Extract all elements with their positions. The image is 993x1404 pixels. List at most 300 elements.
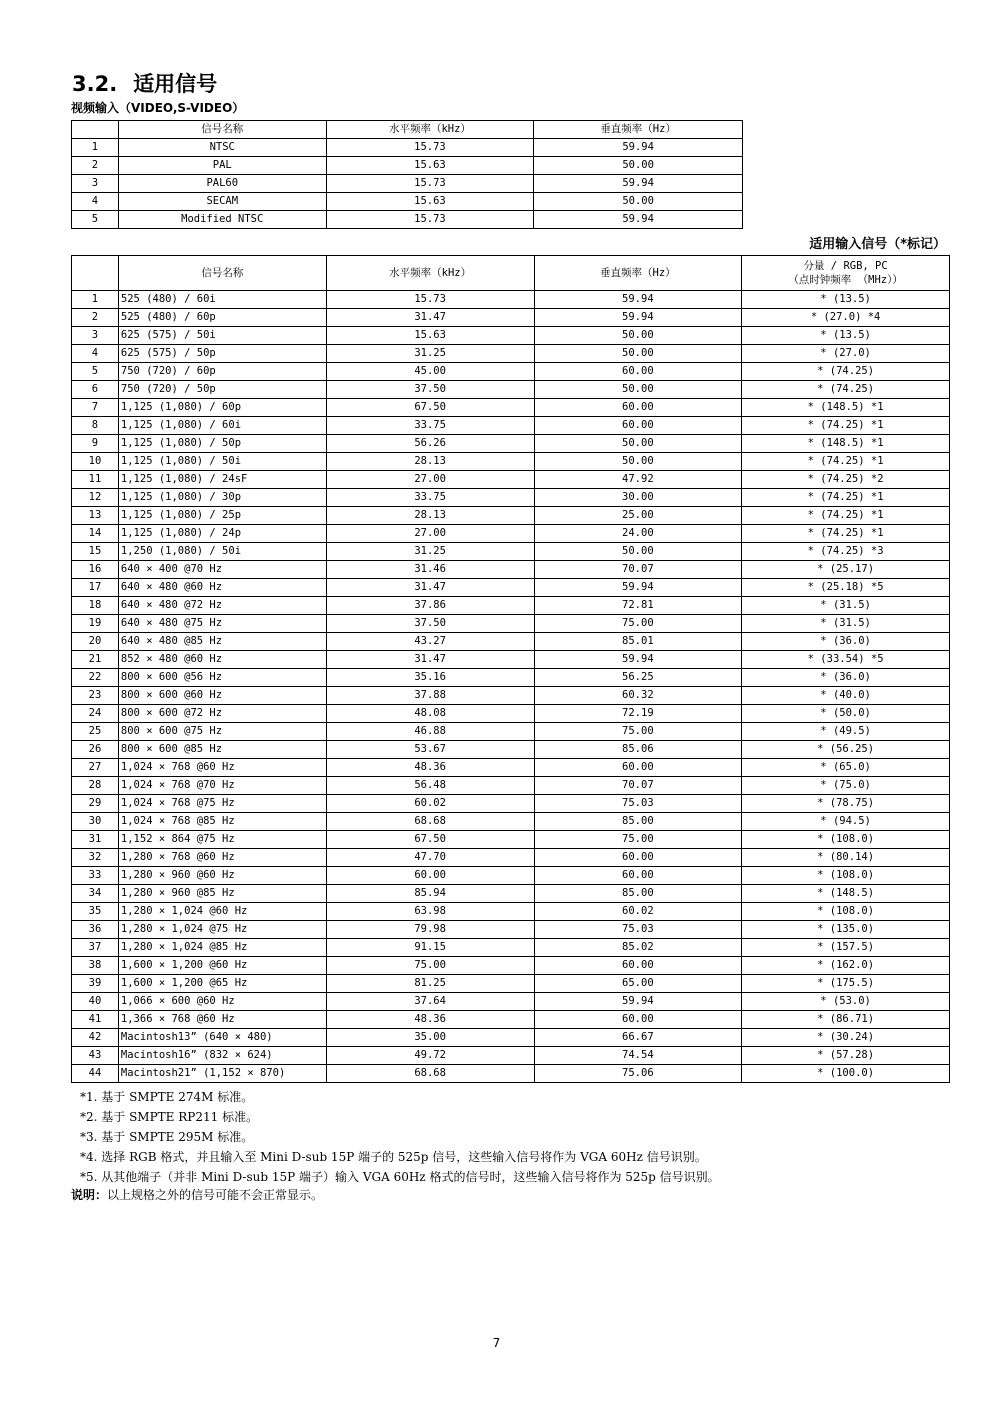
table-row — [72, 1047, 950, 1065]
table-cell: 50.00 — [534, 381, 742, 399]
table-cell: 44 — [72, 1065, 119, 1083]
table-cell: 59.94 — [534, 139, 743, 157]
table-cell: 35 — [72, 903, 119, 921]
table-cell: 8 — [72, 417, 119, 435]
table-cell: * (108.0) — [742, 867, 950, 885]
table-cell: 15.73 — [326, 139, 534, 157]
table-row — [72, 175, 743, 193]
table-cell: 56.26 — [326, 435, 534, 453]
table-cell: * (74.25) *1 — [742, 525, 950, 543]
table-cell: 9 — [72, 435, 119, 453]
table-cell: 1,600 × 1,200 @65 Hz — [118, 975, 326, 993]
table-cell: 43 — [72, 1047, 119, 1065]
table-cell: 67.50 — [326, 831, 534, 849]
table-cell: * (40.0) — [742, 687, 950, 705]
table-cell: * (86.71) — [742, 1011, 950, 1029]
table-cell: 1,600 × 1,200 @60 Hz — [118, 957, 326, 975]
table-cell: 75.03 — [534, 921, 742, 939]
table-cell: Macintosh21” (1,152 × 870) — [118, 1065, 326, 1083]
table-cell: 60.32 — [534, 687, 742, 705]
table-cell: * (31.5) — [742, 615, 950, 633]
table-cell: 800 × 600 @56 Hz — [118, 669, 326, 687]
table-cell: 35.16 — [326, 669, 534, 687]
table-cell: 75.00 — [534, 831, 742, 849]
table-cell: 4 — [72, 193, 119, 211]
table-cell: 45.00 — [326, 363, 534, 381]
signals-table — [71, 255, 950, 1083]
table-cell: 5 — [72, 363, 119, 381]
table-row — [72, 975, 950, 993]
table-row — [72, 597, 950, 615]
table-cell: * (100.0) — [742, 1065, 950, 1083]
table-cell: 33.75 — [326, 489, 534, 507]
table-cell: 22 — [72, 669, 119, 687]
table-row — [72, 1029, 950, 1047]
table-cell: 6 — [72, 381, 119, 399]
table-cell: 1,024 × 768 @60 Hz — [118, 759, 326, 777]
table-cell: 35.00 — [326, 1029, 534, 1047]
table-row — [72, 193, 743, 211]
table-cell: 17 — [72, 579, 119, 597]
table-cell: 30.00 — [534, 489, 742, 507]
table-cell: 31.47 — [326, 309, 534, 327]
table-cell: 66.67 — [534, 1029, 742, 1047]
table-cell: 56.25 — [534, 669, 742, 687]
table-cell: 29 — [72, 795, 119, 813]
table-row — [72, 139, 743, 157]
table-cell: 85.02 — [534, 939, 742, 957]
table-cell: 60.00 — [534, 759, 742, 777]
table-cell: PAL60 — [118, 175, 326, 193]
table-cell: * (75.0) — [742, 777, 950, 795]
table-row — [72, 903, 950, 921]
table-cell: 60.02 — [326, 795, 534, 813]
table-row — [72, 291, 950, 309]
table-row — [72, 453, 950, 471]
table-cell: * (36.0) — [742, 669, 950, 687]
table-cell: 41 — [72, 1011, 119, 1029]
table-cell: 15.63 — [326, 193, 534, 211]
table-cell: 70.07 — [534, 561, 742, 579]
table-row — [72, 1011, 950, 1029]
table-cell: 640 × 480 @60 Hz — [118, 579, 326, 597]
table-row — [72, 1065, 950, 1083]
table-cell: * (57.28) — [742, 1047, 950, 1065]
table-cell: 59.94 — [534, 309, 742, 327]
table-cell: 27 — [72, 759, 119, 777]
table-row — [72, 399, 950, 417]
table-cell: * (108.0) — [742, 831, 950, 849]
table-cell: 28.13 — [326, 453, 534, 471]
table-cell: 37.50 — [326, 615, 534, 633]
explanation-text: 以上规格之外的信号可能不会正常显示。 — [107, 1188, 324, 1202]
table-cell: 59.94 — [534, 291, 742, 309]
table-cell: 15.73 — [326, 211, 534, 229]
table-cell: 1 — [72, 291, 119, 309]
table-cell: 800 × 600 @72 Hz — [118, 705, 326, 723]
table-cell: 38 — [72, 957, 119, 975]
table-cell: 625 (575) / 50p — [118, 345, 326, 363]
table-cell: 46.88 — [326, 723, 534, 741]
table-cell: 640 × 400 @70 Hz — [118, 561, 326, 579]
table-cell: 1,125 (1,080) / 60p — [118, 399, 326, 417]
table-cell: 4 — [72, 345, 119, 363]
column-header: 信号名称 — [118, 121, 326, 139]
table-cell: 60.00 — [534, 363, 742, 381]
table-cell: 31 — [72, 831, 119, 849]
table-cell: 800 × 600 @85 Hz — [118, 741, 326, 759]
table-cell: * (175.5) — [742, 975, 950, 993]
table-row — [72, 211, 743, 229]
table-cell: * (108.0) — [742, 903, 950, 921]
table-cell: 14 — [72, 525, 119, 543]
table-cell: 43.27 — [326, 633, 534, 651]
table-cell: 12 — [72, 489, 119, 507]
table-cell: 91.15 — [326, 939, 534, 957]
table-cell: 31.47 — [326, 579, 534, 597]
table-cell: * (135.0) — [742, 921, 950, 939]
table-cell: 1,280 × 768 @60 Hz — [118, 849, 326, 867]
table-cell: 72.19 — [534, 705, 742, 723]
table-cell: 63.98 — [326, 903, 534, 921]
section-number: 3.2. — [72, 72, 118, 96]
table-cell: 47.92 — [534, 471, 742, 489]
page-number: 7 — [492, 1336, 501, 1350]
table-cell: 19 — [72, 615, 119, 633]
table-cell: * (74.25) *2 — [742, 471, 950, 489]
table-cell: 60.00 — [534, 417, 742, 435]
table-row — [72, 345, 950, 363]
table-row — [72, 993, 950, 1011]
table-cell: 7 — [72, 399, 119, 417]
table-cell: 1,024 × 768 @70 Hz — [118, 777, 326, 795]
header-line: 分量 / RGB, PC — [803, 260, 888, 272]
table-cell: 53.67 — [326, 741, 534, 759]
table-row — [72, 651, 950, 669]
table-cell: 24.00 — [534, 525, 742, 543]
table-cell: 85.94 — [326, 885, 534, 903]
table-cell: * (25.17) — [742, 561, 950, 579]
table-cell: Modified NTSC — [118, 211, 326, 229]
table-cell: 1,125 (1,080) / 25p — [118, 507, 326, 525]
table-cell: 72.81 — [534, 597, 742, 615]
table-cell: 20 — [72, 633, 119, 651]
table-cell: 37 — [72, 939, 119, 957]
table-cell: 28.13 — [326, 507, 534, 525]
table-cell: * (65.0) — [742, 759, 950, 777]
footnote: *4. 选择 RGB 格式，并且输入至 Mini D-sub 15P 端子的 525p 信号，这些输入信号将作为 VGA 60Hz 信号识别。 — [80, 1150, 707, 1164]
table-cell: 1,125 (1,080) / 50p — [118, 435, 326, 453]
column-header: 水平频率（kHz） — [326, 256, 534, 291]
table-cell: 1,125 (1,080) / 30p — [118, 489, 326, 507]
table-row — [72, 381, 950, 399]
table-cell: 85.00 — [534, 813, 742, 831]
table-row — [72, 633, 950, 651]
table-cell: 1,280 × 1,024 @60 Hz — [118, 903, 326, 921]
table-cell: 25.00 — [534, 507, 742, 525]
table-cell: 50.00 — [534, 543, 742, 561]
table-cell: * (31.5) — [742, 597, 950, 615]
table-cell: 800 × 600 @60 Hz — [118, 687, 326, 705]
table-cell: 59.94 — [534, 211, 743, 229]
table-cell: * (80.14) — [742, 849, 950, 867]
table-cell: 31.25 — [326, 345, 534, 363]
table-cell: * (74.25) *1 — [742, 489, 950, 507]
table-cell: 1,280 × 1,024 @75 Hz — [118, 921, 326, 939]
table-cell: 1,152 × 864 @75 Hz — [118, 831, 326, 849]
table-cell: 2 — [72, 157, 119, 175]
table-cell: 1,366 × 768 @60 Hz — [118, 1011, 326, 1029]
table-row — [72, 957, 950, 975]
table-cell: 852 × 480 @60 Hz — [118, 651, 326, 669]
table-cell: 1,280 × 960 @85 Hz — [118, 885, 326, 903]
table-row — [72, 525, 950, 543]
footnote: *2. 基于 SMPTE RP211 标准。 — [80, 1110, 259, 1124]
table-cell: 28 — [72, 777, 119, 795]
table-cell: 27.00 — [326, 471, 534, 489]
table-cell: 75.00 — [534, 723, 742, 741]
table-row — [72, 435, 950, 453]
table-cell: 85.01 — [534, 633, 742, 651]
table-row — [72, 309, 950, 327]
table-cell: 50.00 — [534, 327, 742, 345]
table-cell: 31.47 — [326, 651, 534, 669]
table-cell: 640 × 480 @72 Hz — [118, 597, 326, 615]
table-cell: 10 — [72, 453, 119, 471]
table-cell: 48.36 — [326, 1011, 534, 1029]
table-cell: 750 (720) / 60p — [118, 363, 326, 381]
table-row — [72, 813, 950, 831]
table-cell: 67.50 — [326, 399, 534, 417]
table-cell: 1,125 (1,080) / 24p — [118, 525, 326, 543]
video-input-caption: 视频输入（VIDEO,S-VIDEO） — [71, 101, 245, 115]
table-cell: 59.94 — [534, 651, 742, 669]
table-cell: * (148.5) *1 — [742, 399, 950, 417]
table-cell: * (13.5) — [742, 291, 950, 309]
table-row — [72, 579, 950, 597]
table-cell: 1,125 (1,080) / 60i — [118, 417, 326, 435]
table-cell: 15 — [72, 543, 119, 561]
table-cell: 75.00 — [534, 615, 742, 633]
table-cell: 60.00 — [534, 867, 742, 885]
table-cell: Macintosh16” (832 × 624) — [118, 1047, 326, 1065]
table-cell: 5 — [72, 211, 119, 229]
table-cell: 525 (480) / 60p — [118, 309, 326, 327]
table-cell: 2 — [72, 309, 119, 327]
table-cell: * (94.5) — [742, 813, 950, 831]
table-cell: 3 — [72, 327, 119, 345]
table-cell: 15.63 — [326, 157, 534, 175]
table-cell: 30 — [72, 813, 119, 831]
table-cell: 70.07 — [534, 777, 742, 795]
column-header — [72, 121, 119, 139]
table-cell: 1 — [72, 139, 119, 157]
table-cell: * (50.0) — [742, 705, 950, 723]
table-cell: 59.94 — [534, 579, 742, 597]
table-row — [72, 363, 950, 381]
table-row — [72, 867, 950, 885]
table-cell: 50.00 — [534, 193, 743, 211]
table-cell: 68.68 — [326, 1065, 534, 1083]
table-cell: 25 — [72, 723, 119, 741]
table-cell: * (36.0) — [742, 633, 950, 651]
table-cell: * (25.18) *5 — [742, 579, 950, 597]
table-cell: * (30.24) — [742, 1029, 950, 1047]
table-cell: * (148.5) *1 — [742, 435, 950, 453]
table-cell: 74.54 — [534, 1047, 742, 1065]
explanation-label: 说明： — [71, 1188, 108, 1202]
table-cell: 1,280 × 960 @60 Hz — [118, 867, 326, 885]
table-cell: 40 — [72, 993, 119, 1011]
table-cell: 33.75 — [326, 417, 534, 435]
table-cell: 27.00 — [326, 525, 534, 543]
table-cell: 13 — [72, 507, 119, 525]
table-cell: 75.00 — [326, 957, 534, 975]
table-row — [72, 417, 950, 435]
table-row — [72, 327, 950, 345]
table-cell: 16 — [72, 561, 119, 579]
table-cell: 37.50 — [326, 381, 534, 399]
table-cell: * (53.0) — [742, 993, 950, 1011]
table-cell: 1,066 × 600 @60 Hz — [118, 993, 326, 1011]
table-cell: 15.73 — [326, 175, 534, 193]
table-cell: PAL — [118, 157, 326, 175]
column-header: 信号名称 — [118, 256, 326, 291]
table-cell: 50.00 — [534, 157, 743, 175]
table-row — [72, 615, 950, 633]
table-cell: 37.86 — [326, 597, 534, 615]
table-row — [72, 561, 950, 579]
table-cell: 32 — [72, 849, 119, 867]
table-row — [72, 489, 950, 507]
table-cell: * (148.5) — [742, 885, 950, 903]
table-cell: 50.00 — [534, 345, 742, 363]
table-row — [72, 921, 950, 939]
table-row — [72, 669, 950, 687]
table-cell: 1,250 (1,080) / 50i — [118, 543, 326, 561]
table-cell: * (74.25) *3 — [742, 543, 950, 561]
table-cell: 65.00 — [534, 975, 742, 993]
table-cell: * (74.25) *1 — [742, 507, 950, 525]
table-cell: * (74.25) — [742, 363, 950, 381]
column-header: 垂直频率（Hz） — [534, 121, 743, 139]
table-cell: * (27.0) *4 — [742, 309, 950, 327]
table-cell: 85.00 — [534, 885, 742, 903]
table-cell: 81.25 — [326, 975, 534, 993]
table-cell: 75.06 — [534, 1065, 742, 1083]
column-header: 水平频率（kHz） — [326, 121, 534, 139]
table-cell: * (56.25) — [742, 741, 950, 759]
table-row — [72, 157, 743, 175]
table-row — [72, 471, 950, 489]
table-row — [72, 723, 950, 741]
table-row — [72, 777, 950, 795]
table-cell: * (13.5) — [742, 327, 950, 345]
table-cell: * (33.54) *5 — [742, 651, 950, 669]
table-cell: 37.64 — [326, 993, 534, 1011]
column-header: 垂直频率（Hz） — [534, 256, 742, 291]
column-header — [742, 256, 950, 291]
table-row — [72, 543, 950, 561]
table-cell: 625 (575) / 50i — [118, 327, 326, 345]
table-cell: 60.00 — [534, 957, 742, 975]
table-cell: 60.02 — [534, 903, 742, 921]
table-cell: 640 × 480 @75 Hz — [118, 615, 326, 633]
table-cell: * (74.25) *1 — [742, 453, 950, 471]
table-cell: 31.46 — [326, 561, 534, 579]
table-cell: 31.25 — [326, 543, 534, 561]
explanation — [71, 1186, 323, 1203]
table-cell: 36 — [72, 921, 119, 939]
footnote: *1. 基于 SMPTE 274M 标准。 — [80, 1090, 254, 1104]
table-cell: 59.94 — [534, 175, 743, 193]
table-cell: 640 × 480 @85 Hz — [118, 633, 326, 651]
table-row — [72, 741, 950, 759]
table-cell: 1,280 × 1,024 @85 Hz — [118, 939, 326, 957]
table-cell: 48.36 — [326, 759, 534, 777]
table-cell: 85.06 — [534, 741, 742, 759]
table-cell: 15.63 — [326, 327, 534, 345]
table-cell: 79.98 — [326, 921, 534, 939]
table-row — [72, 507, 950, 525]
table-row — [72, 795, 950, 813]
table-cell: * (74.25) *1 — [742, 417, 950, 435]
table-cell: 800 × 600 @75 Hz — [118, 723, 326, 741]
table-cell: 60.00 — [534, 849, 742, 867]
table-cell: * (49.5) — [742, 723, 950, 741]
table-cell: Macintosh13” (640 × 480) — [118, 1029, 326, 1047]
table-cell: 50.00 — [534, 453, 742, 471]
table-cell: * (162.0) — [742, 957, 950, 975]
table-cell: 60.00 — [326, 867, 534, 885]
table-cell: 3 — [72, 175, 119, 193]
table-cell: 60.00 — [534, 1011, 742, 1029]
footnote: *3. 基于 SMPTE 295M 标准。 — [80, 1130, 254, 1144]
table-cell: 56.48 — [326, 777, 534, 795]
table-cell: 47.70 — [326, 849, 534, 867]
table-cell: 11 — [72, 471, 119, 489]
table-row — [72, 885, 950, 903]
table-cell: 34 — [72, 885, 119, 903]
table-cell: 50.00 — [534, 435, 742, 453]
table-cell: 1,024 × 768 @85 Hz — [118, 813, 326, 831]
table-cell: 1,024 × 768 @75 Hz — [118, 795, 326, 813]
table-cell: 39 — [72, 975, 119, 993]
table-cell: 26 — [72, 741, 119, 759]
footnotes — [80, 1087, 720, 1187]
section-heading — [72, 68, 217, 98]
table-cell: 23 — [72, 687, 119, 705]
table-row — [72, 687, 950, 705]
table-cell: SECAM — [118, 193, 326, 211]
header-line: （点时钟频率 （MHz）） — [788, 274, 903, 286]
table-cell: 75.03 — [534, 795, 742, 813]
table-cell: 21 — [72, 651, 119, 669]
table-row — [72, 705, 950, 723]
table-cell: 60.00 — [534, 399, 742, 417]
table-cell: 525 (480) / 60i — [118, 291, 326, 309]
table-cell: * (157.5) — [742, 939, 950, 957]
signals-caption: 适用输入信号（*标记） — [809, 237, 946, 252]
video-input-table — [71, 120, 743, 229]
table-cell: * (27.0) — [742, 345, 950, 363]
table-cell: 1,125 (1,080) / 50i — [118, 453, 326, 471]
footnote: *5. 从其他端子（并非 Mini D-sub 15P 端子）输入 VGA 60Hz 格式的信号时，这些输入信号将作为 525p 信号识别。 — [80, 1170, 720, 1184]
table-cell: * (74.25) — [742, 381, 950, 399]
table-cell: 750 (720) / 50p — [118, 381, 326, 399]
table-cell: 24 — [72, 705, 119, 723]
table-cell: 18 — [72, 597, 119, 615]
